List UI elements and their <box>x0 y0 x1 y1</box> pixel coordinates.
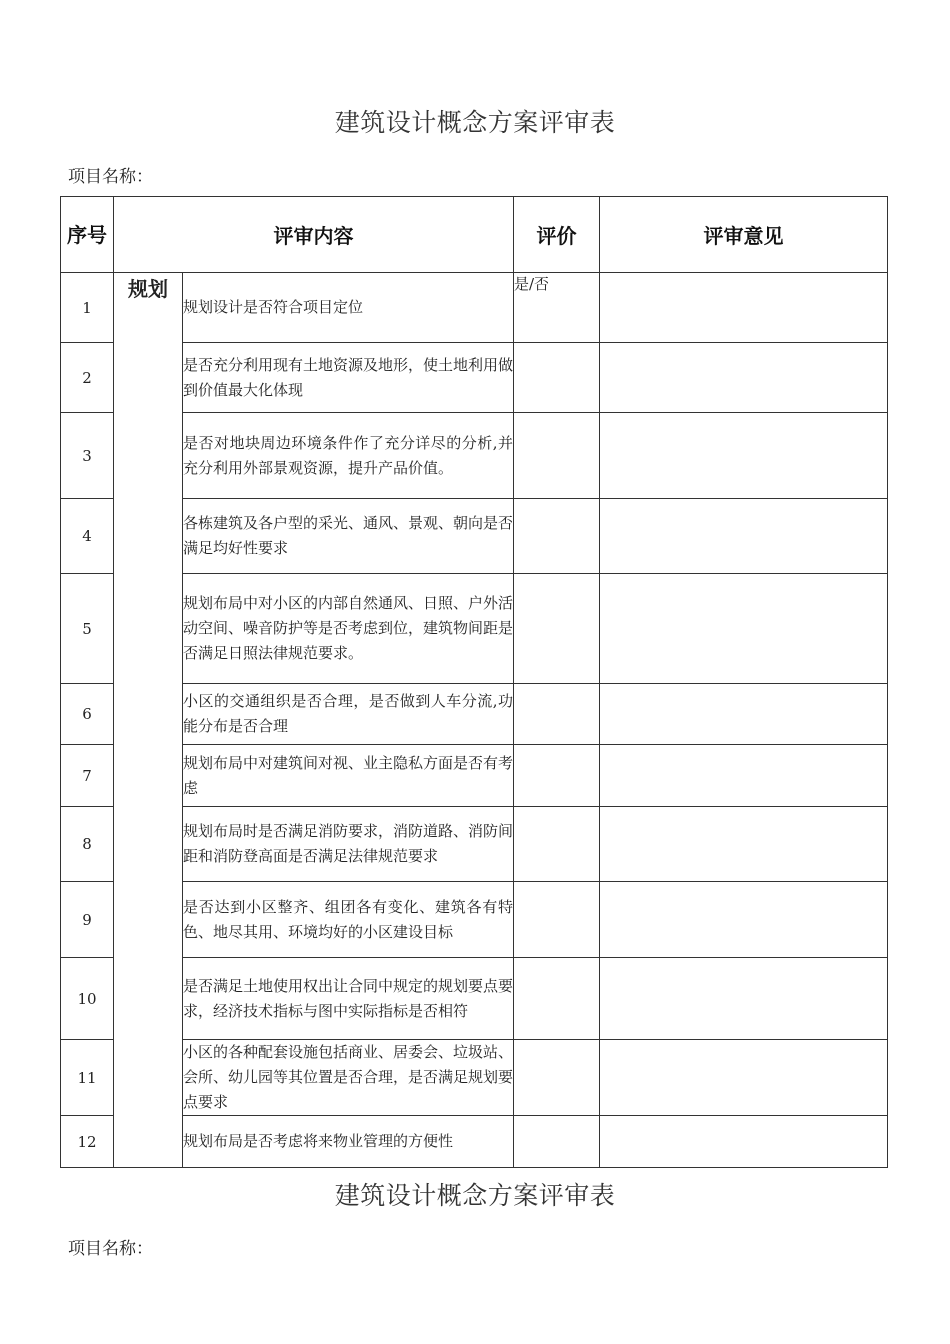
table-row <box>61 499 888 574</box>
table-row <box>61 807 888 882</box>
row-content: 是否充分利用现有土地资源及地形，使土地利用做到价值最大化体现 <box>183 343 514 413</box>
table-row <box>61 882 888 958</box>
eval-cell[interactable] <box>514 958 600 1040</box>
opinion-cell[interactable] <box>600 958 888 1040</box>
row-number: 12 <box>61 1116 114 1168</box>
opinion-cell[interactable] <box>600 413 888 499</box>
eval-cell[interactable] <box>514 807 600 882</box>
row-content: 是否对地块周边环境条件作了充分详尽的分析,并充分利用外部景观资源，提升产品价值。 <box>183 413 514 499</box>
opinion-cell[interactable] <box>600 807 888 882</box>
project-name-label: 项目名称： <box>68 167 153 187</box>
review-table <box>60 196 888 1168</box>
row-content: 各栋建筑及各户型的采光、通风、景观、朝向是否满足均好性要求 <box>183 499 514 574</box>
header-content: 评审内容 <box>114 197 514 273</box>
table-header-row <box>61 197 888 273</box>
header-eval: 评价 <box>514 197 600 273</box>
eval-cell[interactable]: 是/否 <box>514 273 600 343</box>
table-row <box>61 273 888 343</box>
row-number: 3 <box>61 413 114 499</box>
header-opinion: 评审意见 <box>600 197 888 273</box>
opinion-cell[interactable] <box>600 343 888 413</box>
opinion-cell[interactable] <box>600 273 888 343</box>
table-row <box>61 745 888 807</box>
row-number: 10 <box>61 958 114 1040</box>
row-number: 6 <box>61 684 114 745</box>
row-content: 是否满足土地使用权出让合同中规定的规划要点要求，经济技术指标与图中实际指标是否相符 <box>183 958 514 1040</box>
eval-cell[interactable] <box>514 745 600 807</box>
row-number: 2 <box>61 343 114 413</box>
eval-cell[interactable] <box>514 343 600 413</box>
row-number: 8 <box>61 807 114 882</box>
row-content: 是否达到小区整齐、组团各有变化、建筑各有特色、地尽其用、环境均好的小区建设目标 <box>183 882 514 958</box>
second-page-title: 建筑设计概念方案评审表 <box>334 1181 616 1210</box>
table-row <box>61 574 888 684</box>
eval-cell[interactable] <box>514 882 600 958</box>
row-number: 4 <box>61 499 114 574</box>
opinion-cell[interactable] <box>600 882 888 958</box>
table-row <box>61 958 888 1040</box>
opinion-cell[interactable] <box>600 1116 888 1168</box>
row-number: 7 <box>61 745 114 807</box>
row-content: 规划布局是否考虑将来物业管理的方便性 <box>183 1116 514 1168</box>
eval-cell[interactable] <box>514 1116 600 1168</box>
header-seq: 序号 <box>61 197 114 273</box>
eval-cell[interactable] <box>514 574 600 684</box>
row-content: 规划布局中对小区的内部自然通风、日照、户外活动空间、噪音防护等是否考虑到位，建筑物间距是否满足日照法律规范要求。 <box>183 574 514 684</box>
row-content: 规划布局中对建筑间对视、业主隐私方面是否有考虑 <box>183 745 514 807</box>
page-title: 建筑设计概念方案评审表 <box>334 108 616 137</box>
opinion-cell[interactable] <box>600 745 888 807</box>
eval-cell[interactable] <box>514 413 600 499</box>
row-number: 1 <box>61 273 114 343</box>
category-cell: 规划 <box>114 273 183 1168</box>
row-number: 5 <box>61 574 114 684</box>
eval-cell[interactable] <box>514 499 600 574</box>
opinion-cell[interactable] <box>600 684 888 745</box>
row-number: 9 <box>61 882 114 958</box>
table-row <box>61 1040 888 1116</box>
table-row <box>61 1116 888 1168</box>
row-content: 小区的各种配套设施包括商业、居委会、垃圾站、会所、幼儿园等其位置是否合理，是否满足规划要点要求 <box>183 1040 514 1116</box>
eval-cell[interactable] <box>514 684 600 745</box>
row-number: 11 <box>61 1040 114 1116</box>
opinion-cell[interactable] <box>600 1040 888 1116</box>
second-project-name-label: 项目名称： <box>68 1239 153 1259</box>
row-content: 规划布局时是否满足消防要求，消防道路、消防间距和消防登高面是否满足法律规范要求 <box>183 807 514 882</box>
table-row <box>61 684 888 745</box>
row-content: 小区的交通组织是否合理，是否做到人车分流,功能分布是否合理 <box>183 684 514 745</box>
table-row <box>61 413 888 499</box>
table-row <box>61 343 888 413</box>
opinion-cell[interactable] <box>600 499 888 574</box>
row-content: 规划设计是否符合项目定位 <box>183 273 514 343</box>
eval-cell[interactable] <box>514 1040 600 1116</box>
opinion-cell[interactable] <box>600 574 888 684</box>
